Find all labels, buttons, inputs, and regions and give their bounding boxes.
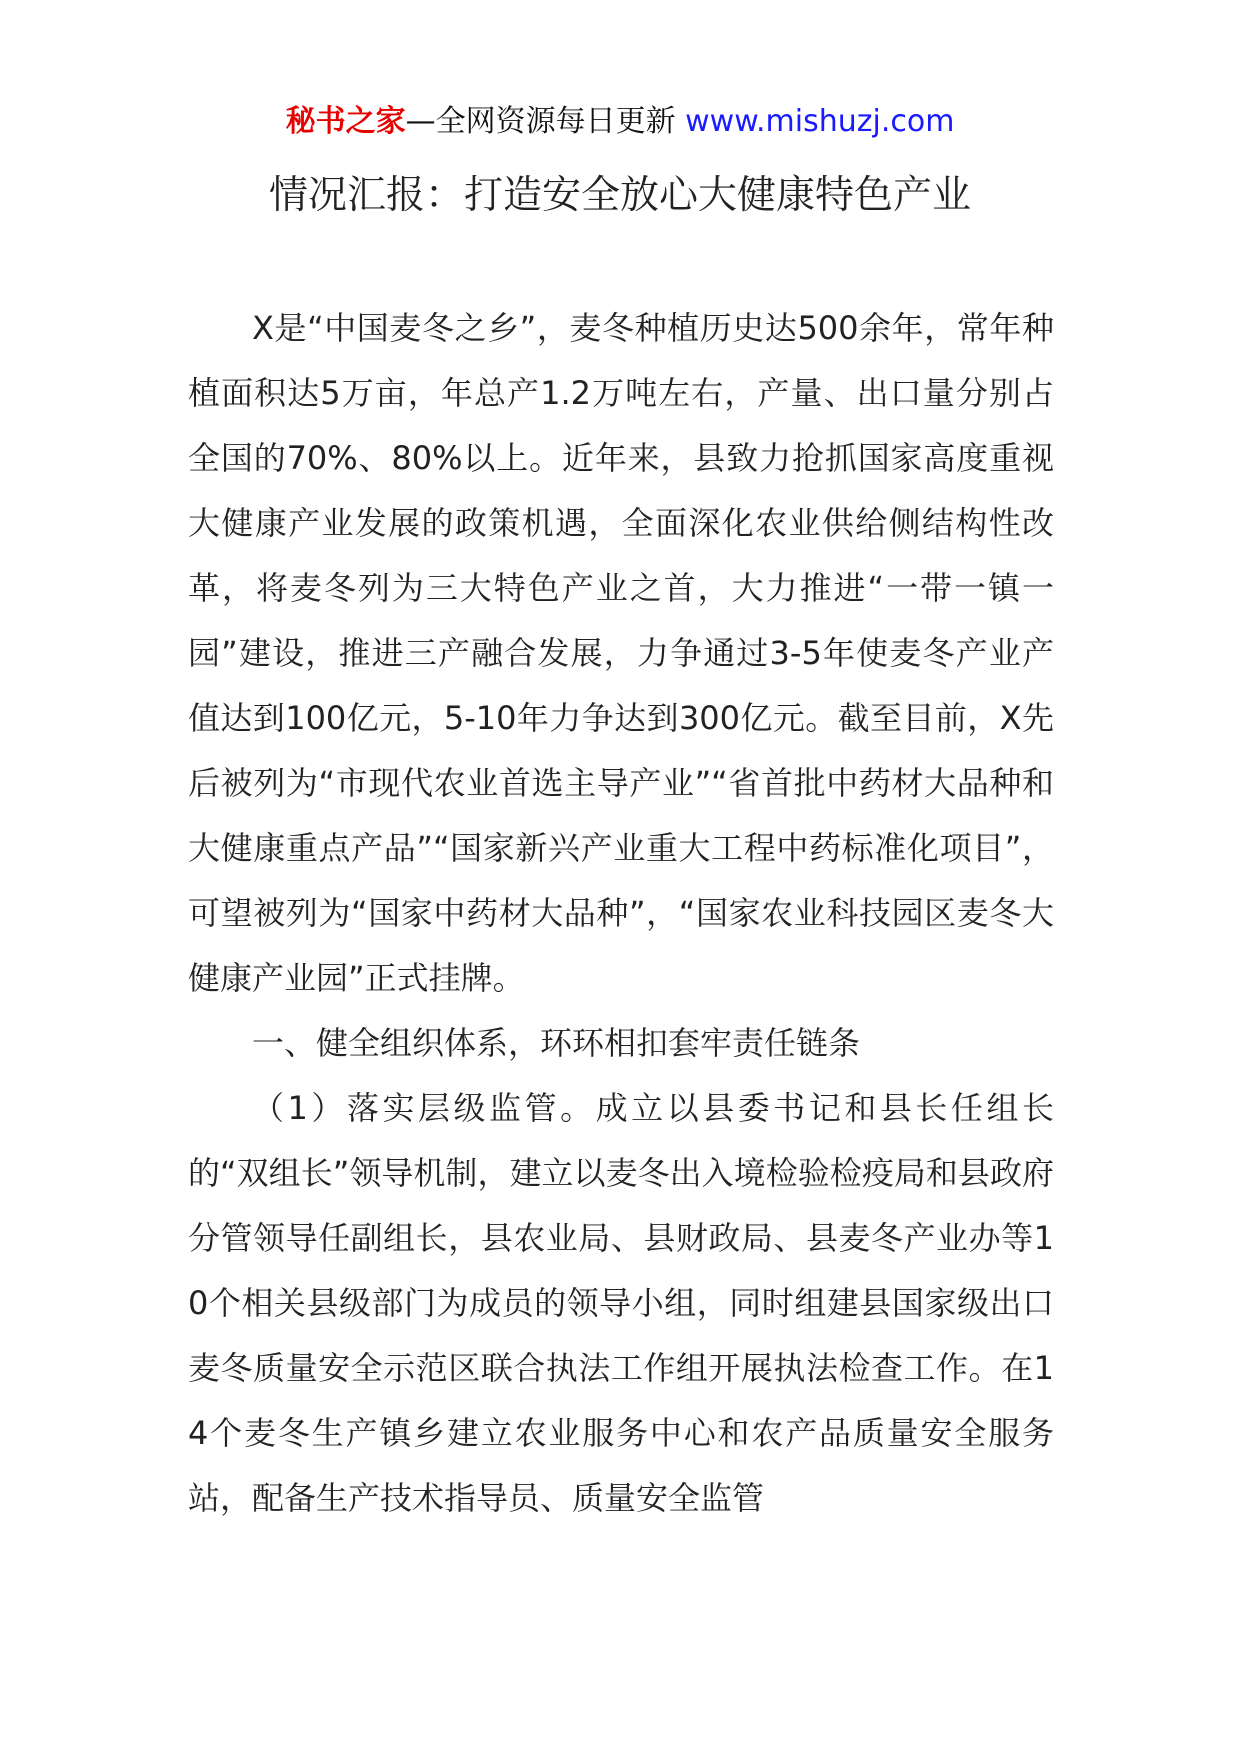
section-heading: 一、健全组织体系，环环相扣套牢责任链条 <box>252 1024 861 1062</box>
site-tagline: —全网资源每日更新 <box>405 104 676 139</box>
site-name: 秘书之家 <box>285 104 406 139</box>
intro-paragraph: X是“中国麦冬之乡”，麦冬种植历史达500余年，常年种植面积达5万亩，年总产1.2万吨左右，产量、出口量分别占全国的70%、80%以上。近年来，县致力抢抓国家高度重视大健康产业发展的政策机遇，全面深化农业供给侧结构性改革，将麦冬列为三大特色产业之首，大力推进“一带一镇一园”建设，推进三产融合发展，力争通过3-5年使麦冬产业产值达到100亿元，5-10年力争达到300亿元。截至目前，X先后被列为“市现代农业首选主导产业”“省首批中药材大品种和大健康重点产品”“国家新兴产业重大工程中药标准化项目”，可望被列为“国家中药材大品种”，“国家农业科技园区麦冬大健康产业园”正式挂牌。 <box>188 309 1054 997</box>
document-title: 情况汇报：打造安全放心大健康特色产业 <box>268 173 971 218</box>
site-url-link[interactable]: www.mishuzj.com <box>685 104 955 139</box>
section-paragraph: （1）落实层级监管。成立以县委书记和县长任组长的“双组长”领导机制，建立以麦冬出入境检验检疫局和县政府分管领导任副组长，县农业局、县财政局、县麦冬产业办等10个相关县级部门为成员的领导小组，同时组建县国家级出口麦冬质量安全示范区联合执法工作组开展执法检查工作。在14个麦冬生产镇乡建立农业服务中心和农产品质量安全服务站，配备生产技术指导员、质量安全监管 <box>188 1089 1054 1517</box>
document-body <box>188 296 1054 1531</box>
site-header <box>0 100 1240 144</box>
